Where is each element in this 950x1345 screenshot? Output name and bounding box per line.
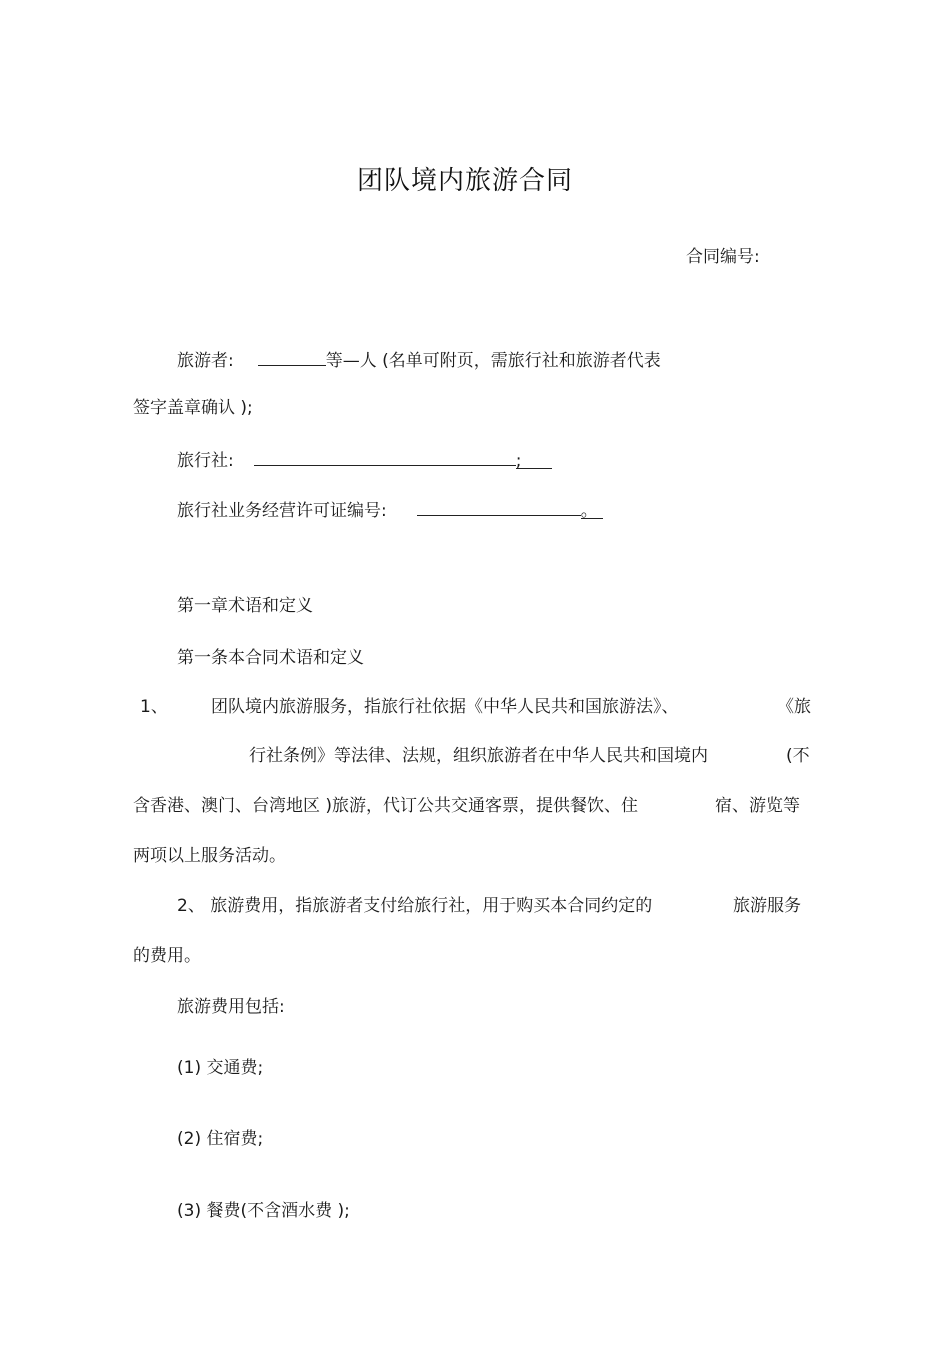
item-1-line-1: 团队境内旅游服务，指旅行社依据《中华人民共和国旅游法》、	[211, 697, 679, 717]
tourist-line-cont: 签字盖章确认 );	[133, 398, 253, 418]
license-line	[177, 497, 603, 522]
item-1-line-3-end: 宿、游览等	[715, 796, 800, 816]
tourist-suffix: 等—人 (名单可附页，需旅行社和旅游者代表	[325, 351, 661, 371]
license-end: 。	[581, 500, 603, 519]
contract-number-label: 合同编号:	[686, 247, 760, 267]
item-1-line-3: 含香港、澳门、台湾地区 )旅游，代订公共交通客票，提供餐饮、住	[133, 796, 639, 816]
tourist-line	[177, 347, 661, 372]
item-1-line-2: 行社条例》等法律、法规，组织旅游者在中华人民共和国境内	[249, 746, 708, 766]
agency-line	[177, 447, 552, 472]
item-number: 1、	[140, 697, 168, 717]
list-item: (2) 住宿费;	[177, 1129, 264, 1149]
item-1-line-1-end: 《旅	[777, 697, 811, 717]
contract-title: 团队境内旅游合同	[357, 166, 574, 196]
item-2-line-1-end: 旅游服务	[733, 896, 801, 916]
tourist-blank	[258, 347, 326, 366]
tourist-label: 旅游者:	[177, 351, 234, 371]
agency-end: ;	[516, 450, 552, 469]
list-item: (3) 餐费(不含酒水费 );	[177, 1201, 350, 1221]
license-blank	[417, 497, 581, 516]
item-1-line-2-end: (不	[786, 746, 810, 766]
item-2-line-1: 2、 旅游费用，指旅游者支付给旅行社，用于购买本合同约定的	[177, 896, 653, 916]
item-2-line-2: 的费用。	[133, 946, 201, 966]
item-1-line-4: 两项以上服务活动。	[133, 846, 286, 866]
agency-label: 旅行社:	[177, 451, 234, 471]
list-item: (1) 交通费;	[177, 1058, 264, 1078]
article-heading: 第一条本合同术语和定义	[177, 648, 364, 668]
agency-blank	[254, 447, 516, 466]
chapter-heading: 第一章术语和定义	[177, 596, 313, 616]
license-label: 旅行社业务经营许可证编号:	[177, 501, 387, 521]
fees-intro: 旅游费用包括:	[177, 997, 285, 1017]
